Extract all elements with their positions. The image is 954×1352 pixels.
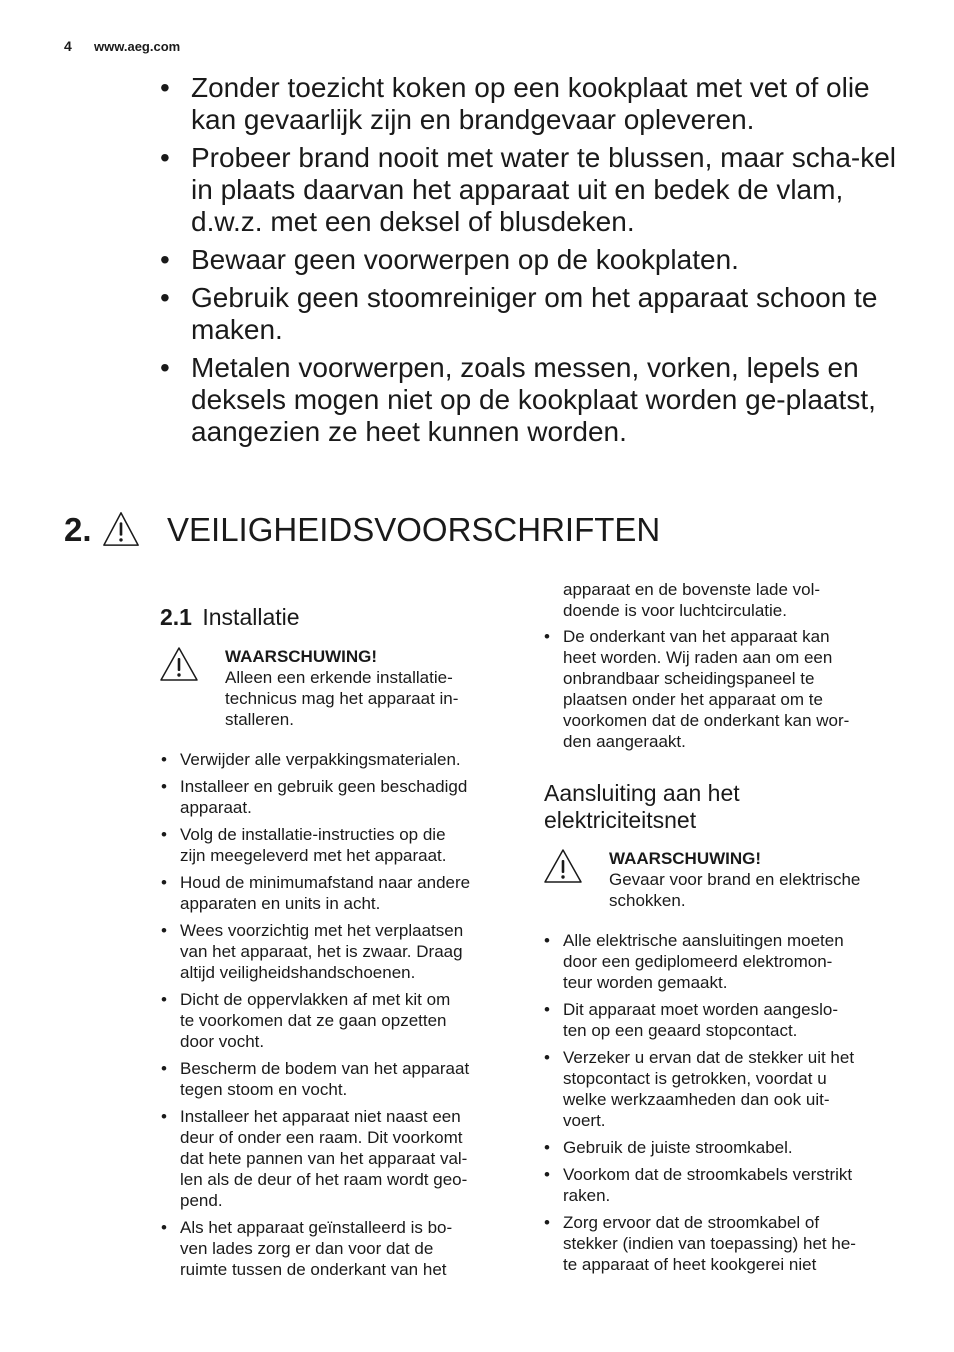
list-item: [544, 1047, 914, 1131]
list-item: [161, 872, 521, 914]
list-item-line: • Bescherm de bodem van het apparaat: [180, 1059, 470, 1078]
list-item-line: • Gebruik de juiste stroomkabel.: [563, 1138, 793, 1157]
list-item-line: • Als het apparaat geïnstalleerd is bo-: [180, 1218, 453, 1237]
list-item-line: • Volg de installatie-instructies op die: [180, 825, 446, 844]
list-item-line: plaatsen onder het apparaat om te: [563, 690, 823, 709]
list-item: [544, 1164, 914, 1206]
list-item-line: ven lades zorg er dan voor dat de: [180, 1239, 434, 1258]
list-item: [544, 626, 914, 752]
list-item: [161, 824, 521, 866]
right-list-top: [544, 626, 914, 758]
list-item-line: • Wees voorzichtig met het verplaatsen: [180, 921, 464, 940]
list-item-line: welke werkzaamheden dan ook uit-: [563, 1090, 830, 1109]
list-item-line: teur worden gemaakt.: [563, 973, 728, 992]
list-item: [544, 1137, 914, 1158]
warning-box-electrical: [543, 848, 913, 918]
list-item-line: • Dit apparaat moet worden aangeslo-: [563, 1000, 838, 1019]
list-item-line: stekker (indien van toepassing) het he-: [563, 1234, 856, 1253]
list-item-line: onbrandbaar scheidingspaneel te: [563, 669, 815, 688]
list-item: [161, 920, 521, 983]
warning-icon: [159, 646, 199, 682]
intro-bullet: • Probeer brand nooit met water te blussen, maar scha-kel in plaats daarvan het apparaat uit en bedek de vlam, d.w.z. met een deksel of blusdeken.: [160, 142, 900, 238]
warning-title: WAARSCHUWING!: [225, 647, 378, 666]
section-number: 2.: [64, 511, 92, 548]
list-item-line: • Verzeker u ervan dat de stekker uit het: [563, 1048, 855, 1067]
list-item-line: • Installeer en gebruik geen beschadigd: [180, 777, 468, 796]
list-item: [544, 930, 914, 993]
list-item: [161, 1217, 521, 1280]
section-title: VEILIGHEIDSVOORSCHRIFTEN: [167, 511, 661, 548]
list-item-line: • De onderkant van het apparaat kan: [563, 627, 830, 646]
list-item: [544, 999, 914, 1041]
warning-text: [609, 848, 860, 911]
intro-bullet: • Gebruik geen stoomreiniger om het apparaat schoon te maken.: [160, 282, 900, 346]
list-item-line: • Alle elektrische aansluitingen moeten: [563, 931, 844, 950]
continuation-line: apparaat en de bovenste lade vol-: [563, 580, 821, 599]
list-item-line: voorkomen dat de onderkant kan wor-: [563, 711, 850, 730]
list-item-line: heet worden. Wij raden aan om een: [563, 648, 833, 667]
list-item: [161, 1106, 521, 1211]
warning-icon: [543, 848, 583, 884]
list-item-line: • Houd de minimumafstand naar andere: [180, 873, 471, 892]
list-item-line: len als de deur of het raam wordt geo-: [180, 1170, 468, 1189]
intro-bullet: • Zonder toezicht koken op een kookplaat met vet of olie kan gevaarlijk zijn en brandgevaar opleveren.: [160, 72, 900, 136]
warning-triangle-icon: [102, 510, 140, 548]
header-url: www.aeg.com: [94, 39, 181, 54]
list-item-line: stopcontact is getrokken, voordat u: [563, 1069, 827, 1088]
list-item-line: den aangeraakt.: [563, 732, 686, 751]
list-item-line: ten op een geaard stopcontact.: [563, 1021, 798, 1040]
list-item-line: • Installeer het apparaat niet naast een: [180, 1107, 461, 1126]
warning-text: [225, 646, 458, 730]
list-item-line: • Verwijder alle verpakkingsmaterialen.: [180, 750, 461, 769]
warning-line: Gevaar voor brand en elektrische: [609, 870, 861, 889]
list-item-line: apparaten en units in acht.: [180, 894, 381, 913]
list-item-line: • Voorkom dat de stroomkabels verstrikt: [563, 1165, 853, 1184]
list-item-line: zijn meegeleverd met het apparaat.: [180, 846, 447, 865]
page-header: [64, 38, 180, 54]
list-item-line: te apparaat of heet kookgerei niet: [563, 1255, 817, 1274]
list-item: [161, 989, 521, 1052]
subsection-title: Installatie: [202, 604, 300, 630]
list-item: [161, 776, 521, 818]
intro-bullet-list: [160, 72, 900, 454]
list-item: [161, 749, 521, 770]
continuation-line: doende is voor luchtcirculatie.: [563, 601, 787, 620]
list-item-line: door een gediplomeerd elektromon-: [563, 952, 833, 971]
subsection-number: 2.1: [160, 604, 192, 630]
list-item-line: • Dicht de oppervlakken af met kit om: [180, 990, 451, 1009]
list-item-line: • Zorg ervoor dat de stroomkabel of: [563, 1213, 820, 1232]
subsection-heading: [160, 602, 300, 632]
list-item-line: voert.: [563, 1111, 606, 1130]
list-item-line: door vocht.: [180, 1032, 265, 1051]
list-item-line: van het apparaat, het is zwaar. Draag: [180, 942, 463, 961]
list-item: [161, 1058, 521, 1100]
warning-line: stalleren.: [225, 710, 294, 729]
heading-line: elektriciteitsnet: [544, 807, 697, 833]
page-number: 4: [64, 38, 72, 54]
list-item-line: tegen stoom en vocht.: [180, 1080, 348, 1099]
list-item-line: te voorkomen dat ze gaan opzetten: [180, 1011, 447, 1030]
electrical-heading: [544, 780, 924, 834]
intro-bullet: • Metalen voorwerpen, zoals messen, vorken, lepels en deksels mogen niet op de kookplaat worden ge-plaatst, aangezien ze heet kunnen worden.: [160, 352, 900, 448]
warning-line: technicus mag het apparaat in-: [225, 689, 459, 708]
continuation-text: [563, 579, 903, 621]
list-item-line: ruimte tussen de onderkant van het: [180, 1260, 447, 1279]
list-item: [544, 1212, 914, 1275]
warning-line: Alleen een erkende installatie-: [225, 668, 453, 687]
installation-list: [161, 749, 521, 1286]
warning-title: WAARSCHUWING!: [609, 849, 762, 868]
warning-box-installation: [159, 646, 519, 736]
list-item-line: altijd veiligheidshandschoenen.: [180, 963, 416, 982]
list-item-line: raken.: [563, 1186, 611, 1205]
list-item-line: apparaat.: [180, 798, 252, 817]
list-item-line: pend.: [180, 1191, 223, 1210]
electrical-list: [544, 930, 914, 1281]
list-item-line: dat hete pannen van het apparaat val-: [180, 1149, 468, 1168]
heading-line: Aansluiting aan het: [544, 780, 740, 806]
warning-line: schokken.: [609, 891, 686, 910]
list-item-line: deur of onder een raam. Dit voorkomt: [180, 1128, 463, 1147]
intro-bullet: • Bewaar geen voorwerpen op de kookplaten.: [160, 244, 900, 276]
